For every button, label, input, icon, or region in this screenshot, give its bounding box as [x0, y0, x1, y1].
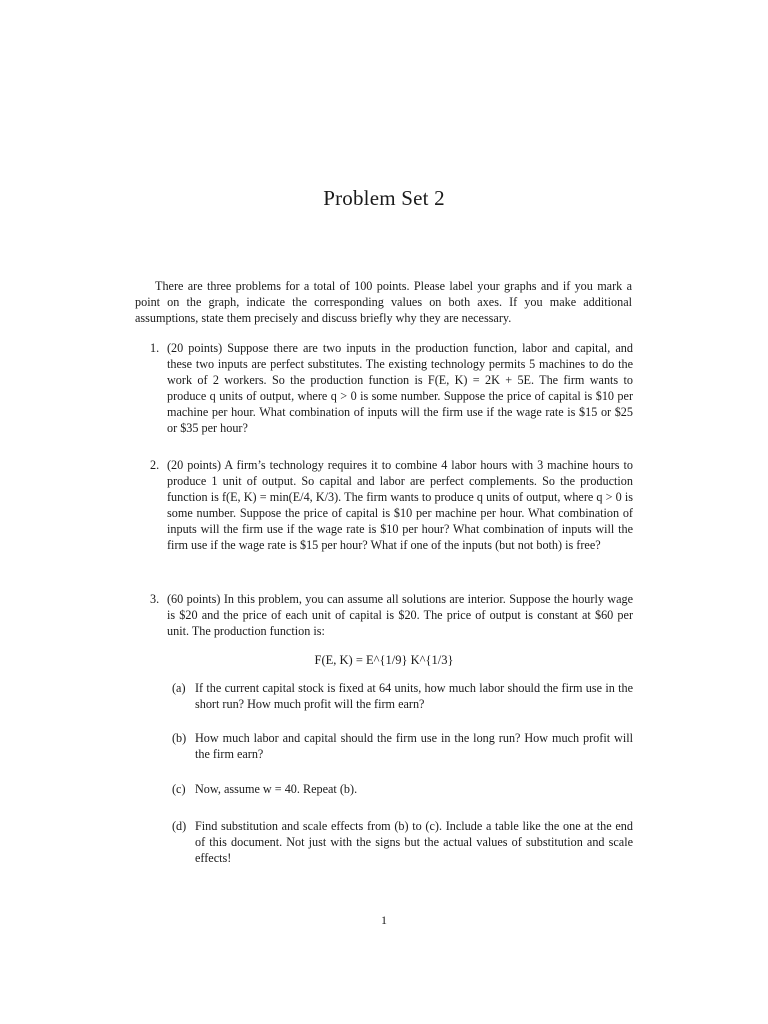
problem-3: [150, 591, 633, 639]
intro-paragraph: There are three problems for a total of 100 points. Please label your graphs and if you mark a point on the graph, indicate the corresponding values on both axes. If you make additional assumptions, state them precisely and discuss briefly why they are necessary.: [135, 279, 632, 325]
subpart-d: [172, 818, 633, 866]
subpart-b: [172, 730, 633, 762]
subpart-text: Find substitution and scale effects from (b) to (c). Include a table like the one at the end of this document. Not just with the signs but the actual values of substitution and scale effects!: [195, 819, 633, 865]
subpart-label: (b): [172, 731, 187, 745]
problem-number: 3.: [150, 592, 160, 606]
subpart-label: (a): [172, 681, 186, 695]
problem-text: (20 points) A firm’s technology requires it to combine 4 labor hours with 3 machine hours to produce 1 unit of output. So capital and labor are perfect complements. So the production function is f(E, K) = min(E/4, K/3). The firm wants to produce q units of output, where q > 0 is some number. Suppose the price of capital is $10 per machine per hour. What combination of inputs will the firm use if the wage rate is $10 per hour? What combination of inputs will the firm use if the wage rate is $15 per hour? What if one of the inputs (but not both) is free?: [167, 458, 633, 552]
subpart-text: If the current capital stock is fixed at 64 units, how much labor should the firm use in the short run? How much profit will the firm earn?: [195, 681, 633, 711]
problem-2: [150, 457, 633, 553]
problem-text: (20 points) Suppose there are two inputs in the production function, labor and capital, and these two inputs are perfect substitutes. The existing technology permits 5 machines to do the work of 2 workers. So the production function is F(E, K) = 2K + 5E. The firm wants to produce q units of output, where q > 0 is some number. Suppose the price of capital is $10 per machine per hour. What combination of inputs will the firm use if the wage rate is $15 or $25 or $35 per hour?: [167, 341, 633, 435]
problem-1: [150, 340, 633, 436]
subpart-text: Now, assume w = 40. Repeat (b).: [195, 782, 358, 796]
subpart-label: (d): [172, 819, 187, 833]
subpart-text: How much labor and capital should the firm use in the long run? How much profit will the firm earn?: [195, 731, 633, 761]
problem-number: 1.: [150, 341, 160, 355]
subpart-c: [172, 781, 633, 797]
subpart-label: (c): [172, 782, 186, 796]
page-title: Problem Set 2: [323, 186, 445, 210]
problem-number: 2.: [150, 458, 160, 472]
production-function-equation: F(E, K) = E^{1/9} K^{1/3}: [314, 653, 454, 667]
problem-text: (60 points) In this problem, you can assume all solutions are interior. Suppose the hourly wage is $20 and the price of each unit of capital is $20. The price of output is constant at $60 per unit. The production function is:: [167, 592, 633, 638]
subpart-a: [172, 680, 633, 712]
page-number: 1: [381, 913, 387, 927]
